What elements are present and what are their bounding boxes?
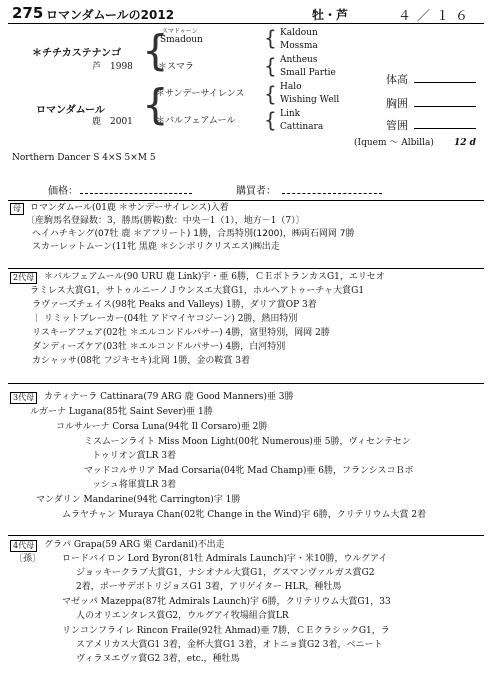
price-label: 価格： (48, 186, 78, 197)
section-rule (8, 535, 484, 536)
sex-color: 牡・芦 (312, 8, 349, 22)
dam-name: ロマンダムール (36, 105, 105, 116)
fourth-dam-record: グラパ Grapa(59 ARG 栗 Cardanil)不出走 (44, 540, 225, 550)
family-number: 12 d (454, 138, 476, 148)
progeny-line: ヘイハチキング(07牡 鹿 ＊アフリート) 1勝，合馬特別(1200)，㈱両石岡岡 7勝 (32, 229, 355, 239)
descendant-line: マゼッパ Mazeppa(87牝 Admirals Launch)宇 6勝，クリテリウム大賞G1，33 (62, 597, 391, 607)
section-tag-4th-dam: 4代母 (10, 540, 37, 552)
horse-name: ロマンダムールの2012 (46, 8, 175, 22)
progeny-line-cont: トゥリオン賞LR 3着 (92, 451, 177, 461)
dam-sire-name: ＊サンデーサイレンス (156, 89, 245, 99)
pedigree-brace: { (142, 80, 169, 129)
section-tag-dam: 母 (10, 203, 24, 215)
sire-color-year: 芦 1998 (92, 62, 133, 72)
progeny-line: ミスムーンライト Miss Moon Light(00牝 Numerous)亜 5勝，ヴィセンテセン (84, 437, 411, 447)
sire-sire-name: Smadoun (160, 35, 203, 45)
progeny-line-cont: ッシュ将軍賞LR 3着 (92, 480, 177, 490)
grandchild-tag: 〔孫〕 (14, 554, 42, 564)
sire-dam-name: ＊スマラ (158, 62, 194, 72)
progeny-line: ムラヤチャン Muraya Chan(02牝 Change in the Wind)宇 6勝，クリテリウム大賞 2着 (62, 510, 427, 520)
progeny-line: ｜ リミットブレーカー(04牡 アドマイヤコジーン) 2勝，熱田特別 (32, 314, 298, 324)
lot-number: 275 (12, 4, 44, 22)
progeny-line: マンダリン Mandarine(94牝 Carrington)宇 1勝 (36, 495, 241, 505)
cannon-input[interactable] (414, 128, 476, 129)
g3-name: Antheus (280, 55, 318, 65)
inbreeding-line: Northern Dancer S 4×S 5×M 5 (12, 153, 156, 163)
dam-record: ロマンダムール(01鹿 ＊サンデーサイレンス)入着 (30, 203, 229, 213)
g3-name: Mossma (280, 41, 318, 51)
price-input[interactable] (80, 193, 192, 194)
g3-name: Halo (280, 82, 302, 92)
descendant-line-cont: ヴィラヌエヴァ賞G2 3着，etc.，種牡馬 (76, 654, 240, 664)
pedigree-brace: { (264, 108, 277, 132)
cannon-label: 管囲 (386, 119, 408, 132)
descendant-line-cont: スアメリカス大賞G1 3着，金杯大賞G1 3着，オトニョ賞G2 3着，ベニート (76, 640, 383, 650)
g3-name: Wishing Well (280, 95, 340, 105)
dam-dam-name: ＊バルフェアムール (156, 116, 236, 126)
progeny-line: ルガーナ Lugana(85牝 Saint Sever)亜 1勝 (30, 407, 213, 417)
buyer-input[interactable] (282, 193, 382, 194)
progeny-line: ダンディーズケア(03牡 ＊エルコンドルパサー) 4勝，白河特別 (32, 342, 286, 352)
chest-label: 胸囲 (386, 97, 408, 110)
g3-name: Small Partie (280, 68, 336, 78)
height-input[interactable] (414, 82, 476, 83)
pedigree-brace: { (264, 82, 277, 106)
progeny-line: マッドコルサリア Mad Corsaria(04牝 Mad Champ)亜 6勝，フランシスコＢボ (84, 466, 414, 476)
progeny-line: ラヴァーズチェイス(98牝 Peaks and Valleys) 1勝，ダリア賞OP 3着 (32, 300, 317, 310)
third-dam-record: カティナーラ Cattinara(79 ARG 鹿 Good Manners)亜 3勝 (44, 392, 294, 402)
progeny-line: コルサルーナ Corsa Luna(94牝 Il Corsaro)亜 2勝 (56, 422, 268, 432)
second-dam-record-cont: ラミレス大賞G1，サトゥルニーノＪウンスエ大賞G1，ホルヘアトゥーチャ大賞G1 (30, 286, 365, 296)
pedigree-brace: { (264, 54, 277, 78)
section-rule (8, 268, 484, 269)
birth-date: ４／１６ (398, 9, 475, 24)
pedigree-brace: { (142, 26, 169, 75)
buyer-label: 購買者： (236, 186, 276, 197)
nick-line: (Iquem ～ Albilla) (354, 138, 434, 148)
dam-color-year: 鹿 2001 (92, 117, 133, 127)
section-tag-3rd-dam: 3代母 (10, 392, 37, 404)
header-rule (8, 23, 484, 24)
dam-progeny-stats: 〔産駒馬名登録数：3，勝馬(勝鞍)数：中央－1（1），地方－1（7）〕 (26, 216, 305, 226)
g3-name: Link (280, 109, 301, 119)
chest-input[interactable] (414, 106, 476, 107)
descendant-line: リンコンフライレ Rincon Fraile(92牡 Ahmad)亜 7勝，ＣＥクラシックG1，ラ (62, 626, 390, 636)
g3-name: Kaldoun (280, 28, 318, 38)
progeny-line: リスキーアフェア(02牡 ＊エルコンドルパサー) 4勝，富里特別，岡岡 2勝 (32, 328, 330, 338)
progeny-line: スカーレットムーン(11牝 黒鹿 ＊シンボリクリスエス)㈱出走 (32, 242, 280, 252)
descendant-line-cont: 2着，ポーサデポトリジョスG1 3着，アリゲイター HLR，種牡馬 (76, 582, 342, 592)
second-dam-record: ＊バルフェアムール(90 URU 鹿 Link)宇・亜 6勝，ＣＥボトランカスG1，エリセオ (44, 272, 385, 282)
g3-name: Cattinara (280, 122, 324, 132)
section-tag-2nd-dam: 2代母 (10, 272, 37, 284)
height-label: 体高 (386, 73, 408, 86)
sire-sire-kana: スマドゥーン (162, 28, 198, 35)
section-rule (8, 200, 484, 201)
section-rule (8, 383, 484, 384)
progeny-line: カシャッサ(08牝 フジキセキ)北岡 1勝，金の鞍賞 3着 (32, 356, 250, 366)
pedigree-brace: { (264, 26, 277, 50)
descendant-line-cont: 人のオリエンタレス賞G2，ウルグアイ牧場組合賞LR (76, 611, 289, 621)
sire-name: ＊チチカステナンゴ (32, 48, 122, 59)
descendant-line-cont: ジョッキークラブ大賞G1，ナシオナル大賞G1，グスマンヴァルガス賞G2 (76, 568, 375, 578)
descendant-line: ロードバイロン Lord Byron(81牡 Admirals Launch)宇・米10勝，ウルグアイ (62, 554, 388, 564)
